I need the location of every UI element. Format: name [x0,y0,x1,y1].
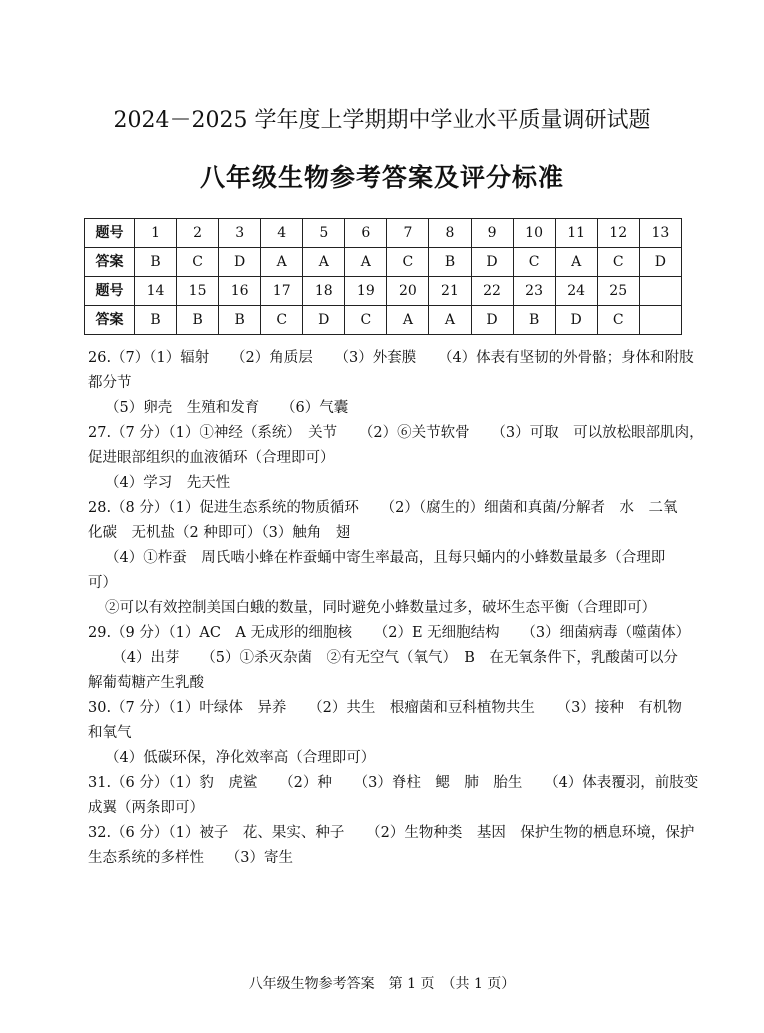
answer-line: 可） [88,575,117,591]
table-cell: 13 [639,219,681,248]
table-cell: 11 [555,219,597,248]
table-cell: 20 [387,277,429,306]
table-cell: 23 [513,277,555,306]
table-cell: 17 [261,277,303,306]
table-cell: C [387,248,429,277]
table-cell: 15 [177,277,219,306]
document-title: 2024－2025 学年度上学期期中学业水平质量调研试题 [113,108,651,133]
table-cell: 19 [345,277,387,306]
answer-line: 31.（6 分）（1）豹 虎鲨 （2）种 （3）脊柱 鳃 肺 胎生 （4）体表覆羽，前肢变 [88,775,699,791]
table-cell: 7 [387,219,429,248]
table-cell: 6 [345,219,387,248]
answer-line: 促进眼部组织的血液循环（合理即可） [88,450,335,466]
table-cell: A [345,248,387,277]
question-answer [88,821,695,871]
answer-line: 生态系统的多样性 （3）寄生 [88,850,293,866]
table-cell: A [555,248,597,277]
question-answer [88,421,704,496]
table-cell: D [639,248,681,277]
table-cell: C [513,248,555,277]
table-cell: C [597,306,639,335]
answer-line: 化碳 无机盐（2 种即可）（3）触角 翅 [88,525,351,541]
table-cell [639,277,681,306]
table-cell: 21 [429,277,471,306]
answer-line: （4）①柞蚕 周氏啮小蜂在柞蚕蛹中寄生率最高，且每只蛹内的小蜂数量最多（合理即 [105,550,666,566]
table-row [85,277,682,306]
table-cell: A [387,306,429,335]
table-cell: 8 [429,219,471,248]
answer-content [88,346,704,871]
answer-line: 成翼（两条即可） [88,800,204,816]
table-cell: D [471,306,513,335]
answer-line: （4）学习 先天性 [105,475,231,491]
question-answer [88,496,688,621]
table-cell: D [219,248,261,277]
table-cell: B [177,306,219,335]
table-cell: 14 [135,277,177,306]
table-cell: B [219,306,261,335]
table-cell: B [135,306,177,335]
answer-line: 26.（7）（1）辐射 （2）角质层 （3）外套膜 （4）体表有坚韧的外骨骼；身体和附肢 [88,350,694,366]
answer-line: 都分节 [88,375,132,391]
table-row [85,219,682,248]
answer-line: 27.（7 分）（1）①神经（系统） 关节 （2）⑥关节软骨 （3）可取 可以放松眼部肌肉， [88,425,704,441]
page-footer: 八年级生物参考答案 第 1 页 （共 1 页） [248,976,516,992]
table-cell: 18 [303,277,345,306]
table-cell: C [345,306,387,335]
answer-line: 29.（9 分）（1）AC A 无成形的细胞核 （2）E 无细胞结构 （3）细菌病毒（噬菌体） [88,625,691,641]
table-cell: 22 [471,277,513,306]
table-cell: 12 [597,219,639,248]
table-cell: 9 [471,219,513,248]
table-cell: A [303,248,345,277]
table-cell: C [177,248,219,277]
question-answer [88,771,699,821]
table-cell: 24 [555,277,597,306]
table-row [85,306,682,335]
table-cell: 16 [219,277,261,306]
table-cell [639,306,681,335]
table-cell: D [555,306,597,335]
answer-line: 32.（6 分）（1）被子 花、果实、种子 （2）生物种类 基因 保护生物的栖息环境，保护 [88,825,695,841]
question-answer [88,346,694,421]
answer-line: 28.（8 分）（1）促进生态系统的物质循环 （2）（腐生的）细菌和真菌/分解者 水 二氧 [88,500,678,516]
row-label: 题号 [85,277,135,306]
table-cell: 4 [261,219,303,248]
answer-line: 解葡萄糖产生乳酸 [88,675,204,691]
row-label: 答案 [85,306,135,335]
table-row [85,248,682,277]
table-cell: C [597,248,639,277]
table-cell: 1 [135,219,177,248]
answer-line: （4）低碳环保，净化效率高（合理即可） [105,750,376,766]
answer-line: （5）卵壳 生殖和发育 （6）气囊 [105,400,349,416]
table-cell: 10 [513,219,555,248]
question-answer [88,621,691,696]
answer-line: （4）出芽 （5）①杀灭杂菌 ②有无空气（氧气） B 在无氧条件下，乳酸菌可以分 [105,650,678,666]
row-label: 答案 [85,248,135,277]
table-cell: A [429,306,471,335]
table-cell: 5 [303,219,345,248]
table-cell: 25 [597,277,639,306]
table-cell: A [261,248,303,277]
question-answer [88,696,688,771]
table-cell: B [513,306,555,335]
answer-table [84,218,682,335]
answer-line: 和氧气 [88,725,132,741]
answer-line: 30.（7 分）（1）叶绿体 异养 （2）共生 根瘤菌和豆科植物共生 （3）接种 有机物 [88,700,682,716]
table-cell: C [261,306,303,335]
table-cell: 2 [177,219,219,248]
table-cell: B [135,248,177,277]
row-label: 题号 [85,219,135,248]
table-cell: 3 [219,219,261,248]
table-cell: D [303,306,345,335]
document-subtitle: 八年级生物参考答案及评分标准 [199,163,564,192]
table-cell: D [471,248,513,277]
answer-line: ②可以有效控制美国白蛾的数量，同时避免小蜂数量过多，破坏生态平衡（合理即可） [105,600,656,616]
table-cell: B [429,248,471,277]
